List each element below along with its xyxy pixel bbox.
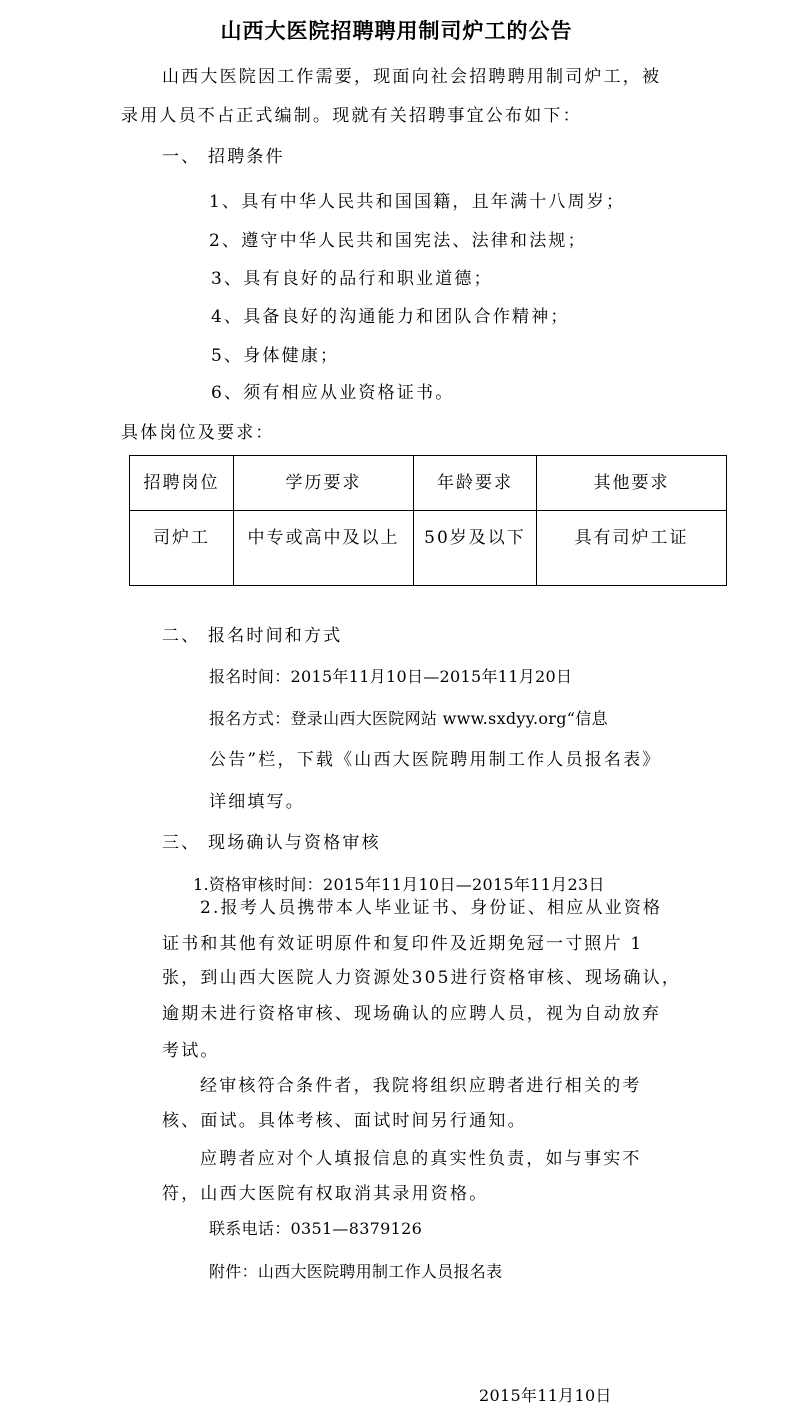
table-header-cell: 其他要求 xyxy=(537,456,727,511)
closing-paragraph-1-line-2: 核、面试。具体考核、面试时间另行通知。 xyxy=(162,1111,527,1131)
condition-item-1: 1、具有中华人民共和国国籍，且年满十八周岁； xyxy=(209,192,626,212)
issue-date: 2015年11月10日 xyxy=(479,1386,612,1405)
review-item-2-line-5: 考试。 xyxy=(162,1041,220,1061)
review-item-2-line-3: 张，到山西大医院人力资源处305进行资格审核、现场确认， xyxy=(162,968,682,988)
table-cell: 司炉工 xyxy=(130,511,234,586)
section-2-heading: 二、 报名时间和方式 xyxy=(162,626,343,646)
contact-phone: 联系电话：0351—8379126 xyxy=(209,1219,423,1238)
review-time: 1.资格审核时间：2015年11月10日—2015年11月23日 xyxy=(193,875,605,894)
closing-paragraph-2-line-2: 符，山西大医院有权取消其录用资格。 xyxy=(162,1184,489,1204)
table-row xyxy=(130,511,727,586)
registration-time: 报名时间：2015年11月10日—2015年11月20日 xyxy=(209,667,573,686)
registration-method-line-2: 公告”栏，下载《山西大医院聘用制工作人员报名表》 xyxy=(209,750,662,770)
positions-table xyxy=(129,455,727,586)
condition-item-4: 4、具备良好的沟通能力和团队合作精神； xyxy=(211,307,570,327)
intro-paragraph-line-1: 山西大医院因工作需要，现面向社会招聘聘用制司炉工，被 xyxy=(162,67,662,87)
section-1-heading: 一、 招聘条件 xyxy=(162,147,285,167)
review-item-2-line-4: 逾期未进行资格审核、现场确认的应聘人员，视为自动放弃 xyxy=(162,1004,662,1024)
table-header-cell: 年龄要求 xyxy=(414,456,537,511)
table-header-cell: 学历要求 xyxy=(234,456,414,511)
table-cell: 50岁及以下 xyxy=(414,511,537,586)
document-title: 山西大医院招聘聘用制司炉工的公告 xyxy=(220,18,573,43)
closing-paragraph-2-line-1: 应聘者应对个人填报信息的真实性负责，如与事实不 xyxy=(200,1149,642,1169)
condition-item-5: 5、身体健康； xyxy=(211,346,340,366)
table-cell: 中专或高中及以上 xyxy=(234,511,414,586)
closing-paragraph-1-line-1: 经审核符合条件者，我院将组织应聘者进行相关的考 xyxy=(200,1076,642,1096)
registration-method-line-3: 详细填写。 xyxy=(209,792,305,812)
condition-item-2: 2、遵守中华人民共和国宪法、法律和法规； xyxy=(209,231,587,251)
condition-item-6: 6、须有相应从业资格证书。 xyxy=(211,383,455,403)
table-cell: 具有司炉工证 xyxy=(537,511,727,586)
table-header-cell: 招聘岗位 xyxy=(130,456,234,511)
review-item-2-line-2: 证书和其他有效证明原件和复印件及近期免冠一寸照片 1 xyxy=(162,934,644,954)
section-3-heading: 三、 现场确认与资格审核 xyxy=(162,833,381,853)
table-caption: 具体岗位及要求： xyxy=(121,423,275,443)
condition-item-3: 3、具有良好的品行和职业道德； xyxy=(211,269,493,289)
review-item-2-line-1: 2.报考人员携带本人毕业证书、身份证、相应从业资格 xyxy=(200,898,663,918)
registration-method-line-1: 报名方式：登录山西大医院网站 www.sxdyy.org“信息 xyxy=(209,709,608,728)
intro-paragraph-line-2: 录用人员不占正式编制。现就有关招聘事宜公布如下： xyxy=(121,106,582,126)
table-header-row xyxy=(130,456,727,511)
attachment-note: 附件：山西大医院聘用制工作人员报名表 xyxy=(209,1262,503,1281)
